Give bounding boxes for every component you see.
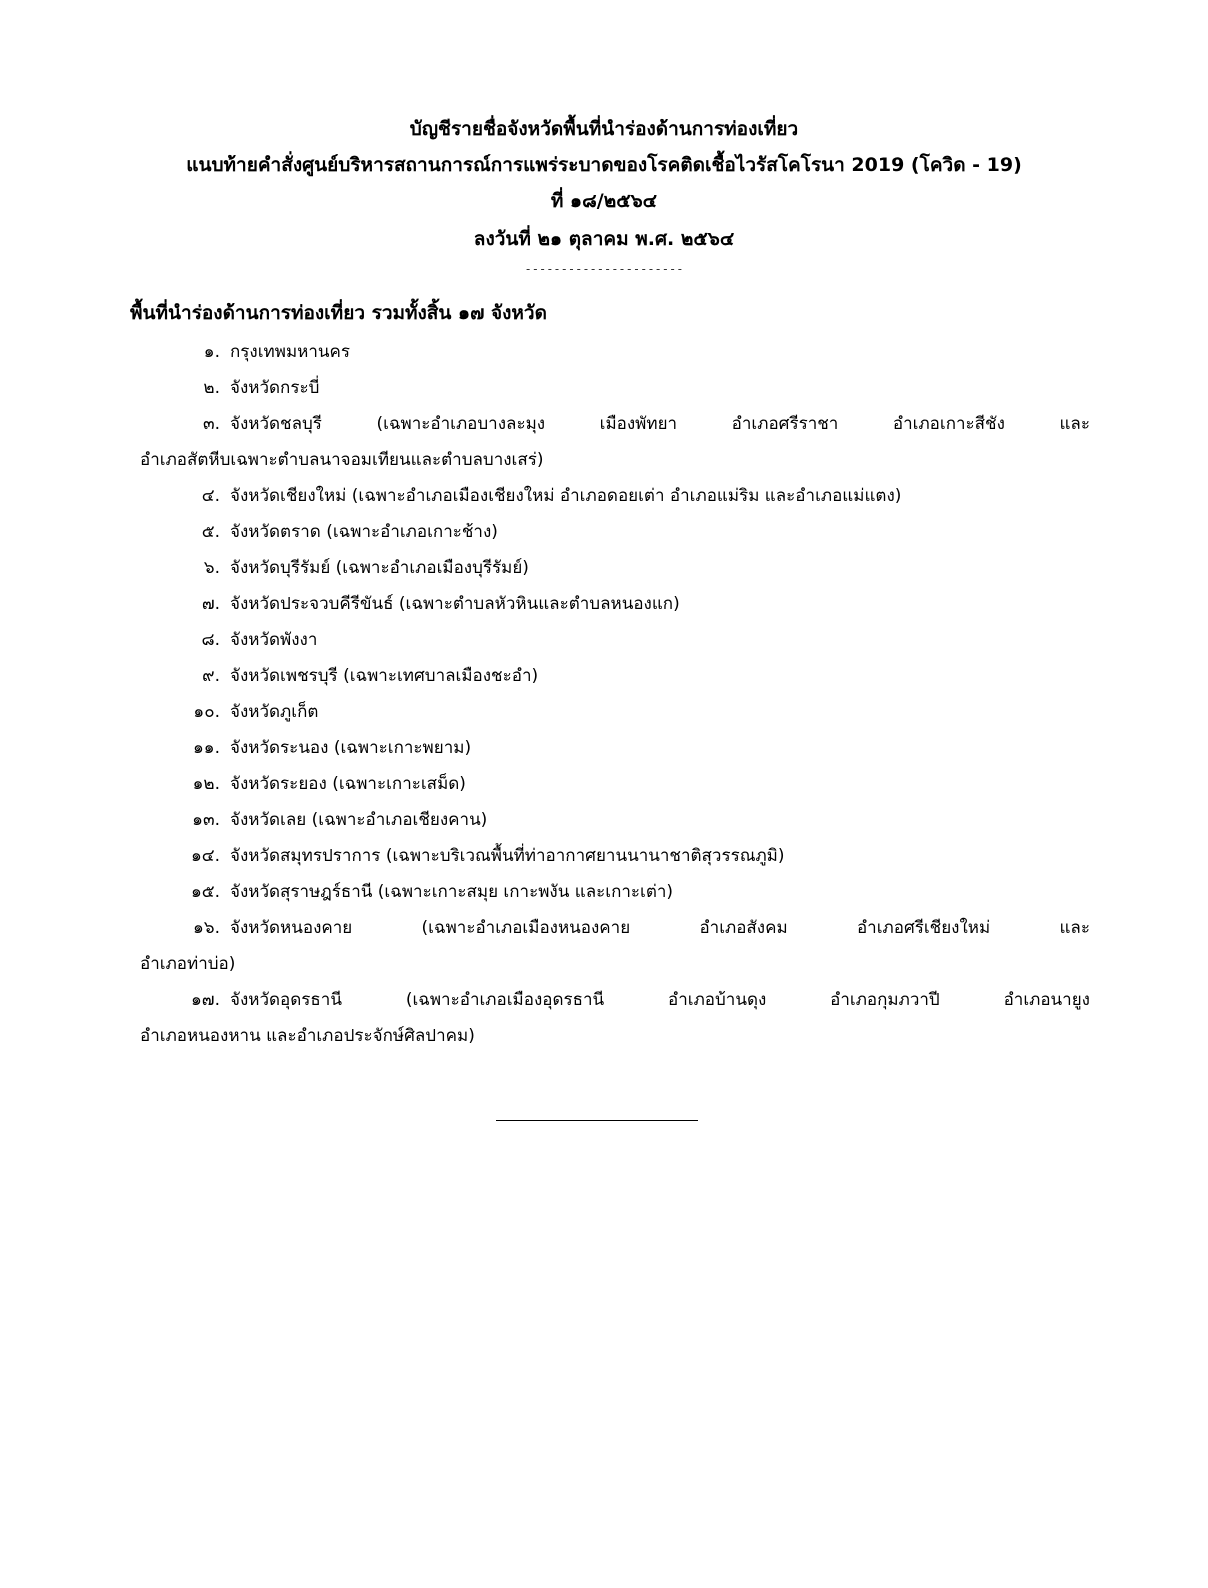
list-item [160,698,318,725]
item-text-part: อำเภอศรีเชียงใหม่ [856,918,991,938]
list-item [160,374,319,401]
item-text-part: อำเภอบ้านดุง [668,990,767,1010]
item-text: จังหวัดประจวบคีรีขันธ์ (เฉพาะตำบลหัวหินและตำบลหนองแก) [230,594,680,614]
item-number: ๔. [201,486,220,506]
item-text-part: อำเภอเกาะสีชัง [892,414,1005,434]
item-text: จังหวัดเลย (เฉพาะอำเภอเชียงคาน) [230,810,488,830]
item-text-line [230,410,1090,437]
section-title: พื้นที่นำร่องด้านการท่องเที่ยว รวมทั้งสิ้น ๑๗ จังหวัด [130,302,547,324]
list-item [160,626,317,653]
list-item [160,554,529,581]
item-number: ๗. [201,594,220,614]
item-text: จังหวัดพังงา [230,630,318,650]
item-text: จังหวัดเพชรบุรี (เฉพาะเทศบาลเมืองชะอำ) [230,666,539,686]
list-item [160,482,901,509]
item-number: ๑๗. [191,990,220,1010]
end-rule [496,1120,698,1121]
list-item [160,806,487,833]
order-date: ลงวันที่ ๒๑ ตุลาคม พ.ศ. ๒๕๖๔ [473,228,735,250]
list-item [160,518,498,545]
item-text-part: อำเภอกุมภวาปี [830,990,940,1010]
item-text-part: อำเภอศรีราชา [731,414,839,434]
item-text-part: และ [1059,414,1090,434]
item-text: จังหวัดบุรีรัมย์ (เฉพาะอำเภอเมืองบุรีรัมย์) [230,558,529,578]
item-text-line [230,914,1090,941]
item-text-line [230,986,1090,1013]
item-number: ๖. [203,558,220,578]
list-item [160,734,471,761]
item-text-part: อำเภอสังคม [699,918,788,938]
item-text-part: (เฉพาะอำเภอบางละมุง [376,414,546,434]
item-text-part: อำเภอนายูง [1003,990,1090,1010]
item-text-continuation: อำเภอสัตหีบเฉพาะตำบลนาจอมเทียนและตำบลบางเสร่) [140,450,544,470]
list-item [160,590,680,617]
list-item [160,338,350,365]
item-number: ๙. [202,666,220,686]
item-text: จังหวัดสุราษฎร์ธานี (เฉพาะเกาะสมุย เกาะพงัน และเกาะเต่า) [230,882,674,902]
list-item [160,770,466,797]
item-text: จังหวัดระนอง (เฉพาะเกาะพยาม) [230,738,472,758]
list-item [160,662,538,689]
item-text-part: เมืองพัทยา [599,414,678,434]
item-number: ๑๑. [193,738,220,758]
item-number: ๘. [201,630,220,650]
item-text-part: จังหวัดหนองคาย [230,918,353,938]
item-text: จังหวัดระยอง (เฉพาะเกาะเสม็ด) [230,774,466,794]
item-text-part: และ [1059,918,1090,938]
item-number: ๕. [201,522,220,542]
item-text: จังหวัดกระบี่ [230,378,320,398]
item-number: ๓. [202,414,220,434]
document-title: บัญชีรายชื่อจังหวัดพื้นที่นำร่องด้านการท่องเที่ยว [409,118,799,140]
item-text: จังหวัดภูเก็ต [230,702,319,722]
item-text-part: จังหวัดอุดรธานี [230,990,342,1010]
dashed-divider: ---------------------- [524,262,684,276]
list-item [160,878,673,905]
item-text-part: จังหวัดชลบุรี [230,414,322,434]
item-number: ๑๖. [193,918,220,938]
list-item [160,986,230,1013]
item-number: ๑๒. [192,774,220,794]
item-number: ๒. [203,378,220,398]
item-text: จังหวัดเชียงใหม่ (เฉพาะอำเภอเมืองเชียงใหม่ อำเภอดอยเต่า อำเภอแม่ริม และอำเภอแม่แตง) [230,486,902,506]
item-text-part: (เฉพาะอำเภอเมืองอุดรธานี [405,990,605,1010]
list-item [160,410,230,437]
item-number: ๑๓. [192,810,220,830]
item-number: ๑๕. [190,882,220,902]
item-text-continuation: อำเภอหนองหาน และอำเภอประจักษ์ศิลปาคม) [140,1026,475,1046]
item-number: ๑. [203,342,220,362]
item-text: กรุงเทพมหานคร [230,342,351,362]
item-number: ๑๐. [193,702,220,722]
document-subtitle: แนบท้ายคำสั่งศูนย์บริหารสถานการณ์การแพร่ระบาดของโรคติดเชื้อไวรัสโคโรนา 2019 (โควิด - 19) [186,154,1022,176]
list-item [160,842,785,869]
order-number: ที่ ๑๘/๒๕๖๔ [550,190,658,212]
list-item [160,914,230,941]
item-text-part: (เฉพาะอำเภอเมืองหนองคาย [421,918,631,938]
item-text: จังหวัดสมุทรปราการ (เฉพาะบริเวณพื้นที่ท่าอากาศยานนานาชาติสุวรรณภูมิ) [230,846,785,866]
item-text: จังหวัดตราด (เฉพาะอำเภอเกาะช้าง) [230,522,498,542]
item-text-continuation: อำเภอท่าบ่อ) [140,954,236,974]
item-number: ๑๔. [190,846,220,866]
